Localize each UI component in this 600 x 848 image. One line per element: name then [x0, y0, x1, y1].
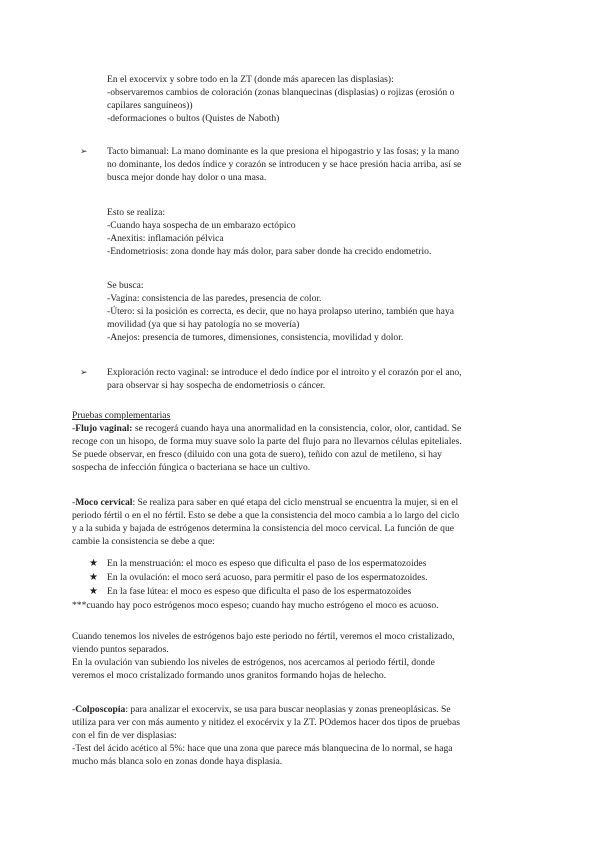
busca-item-3: movilidad (ya que si hay patología no se movería) [107, 319, 300, 330]
busca-item-4: -Anejos: presencia de tumores, dimensiones, consistencia, movilidad y dolor. [107, 332, 404, 343]
realiza-item-2: -Anexitis: inflamación pélvica [107, 233, 224, 244]
star-bullet-icon: ★ [89, 572, 98, 583]
moco-label: Moco cervical [75, 497, 133, 508]
exocervix-paragraph [107, 73, 537, 125]
tacto-line-2: no dominante, los dedos índice y corazón se introducen y se hace presión hacia arriba, así se [107, 159, 462, 170]
cristal-line-3: En la ovulación van subiendo los niveles de estrógenos, nos acercamos al periodo fértil, donde [72, 657, 435, 668]
colpo-dash: - [72, 704, 76, 715]
recto-line-2: para observar si hay sospecha de endometriosis o cáncer. [107, 380, 326, 391]
flujo-line-4: sospecha de infección fúngica o bacteriana se hace un cultivo. [72, 462, 311, 473]
moco-line-2: periodo fértil o en el no fértil. Esto se debe a que la consistencia del moco cambia a lo largo del ciclo [72, 510, 460, 521]
colpo-line-5: mucho más blanca solo en zonas donde haya displasia. [72, 756, 283, 767]
moco-note [72, 599, 538, 612]
cristal-line-1: Cuando tenemos los niveles de estrógenos bajo este periodo no fértil, veremos el moco cristalizado, [72, 631, 455, 642]
busca-list [107, 279, 537, 344]
moco-dash: - [72, 497, 76, 508]
busca-item-1: -Vagina: consistencia de las paredes, presencia de color. [107, 293, 322, 304]
cristalizacion-paragraph [72, 630, 538, 682]
colpo-line-4: -Test del ácido acético al 5%: hace que una zona que parece más blanquecina de lo normal, se haga [72, 743, 453, 754]
realiza-title: Esto se realiza: [107, 207, 166, 218]
flujo-dash: - [72, 423, 76, 434]
realiza-item-3: -Endometriosis: zona donde hay más dolor, para saber donde ha crecido endometrio. [107, 246, 432, 257]
flujo-label: Flujo vaginal: [75, 423, 133, 434]
flujo-line-2: recoge con un hisopo, de forma muy suave solo la parte del flujo para no llevarnos células epiteliales. [72, 436, 462, 447]
moco-line-1 [72, 496, 538, 509]
moco-line-3: y a la subida y bajada de estrógenos determina la consistencia del moco cervical. La función de que [72, 523, 455, 534]
exocervix-line-2: -observaremos cambios de coloración (zonas blanquecinas (displasias) o rojizas (erosión o [107, 87, 455, 98]
tacto-line-3: busca mejor donde hay dolor o una masa. [107, 172, 267, 183]
colposcopia-paragraph [72, 703, 538, 768]
moco-star-item-3: En la fase lútea: el moco es espeso que dificulta el paso de los espermatozoides [107, 586, 412, 597]
exocervix-line-1: En el exocervix y sobre todo en la ZT (donde más aparecen las displasias): [107, 74, 394, 85]
busca-title: Se busca: [107, 280, 144, 291]
cristal-line-2: viendo puntos separados. [72, 644, 169, 655]
star-bullet-icon: ★ [89, 586, 98, 597]
star-bullet-icon: ★ [89, 558, 98, 569]
recto-line-1: Exploración recto vaginal: se introduce el dedo índice por el introito y el corazón por el ano, [107, 367, 462, 378]
colpo-line-2: utiliza para ver con más aumento y nitidez el exocérvix y la ZT. POdemos hacer dos tipos de pruebas [72, 717, 460, 728]
flujo-line-3: Se puede observar, en fresco (diluido con una gota de suero), teñido con azul de metileno, si hay [72, 449, 442, 460]
colpo-text-1: : para analizar el exocervix, se usa para buscar neoplasias y zonas preneoplásicas. Se [125, 704, 451, 715]
flujo-text-1: se recogerá cuando haya una anormalidad en la consistencia, color, olor, cantidad. Se [132, 423, 462, 434]
flujo-line-1 [72, 422, 538, 435]
colpo-line-3: con el fin de ver displasias: [72, 730, 177, 741]
moco-star-item-2: En la ovulación: el moco será acuoso, para permitir el paso de los espermatozoides. [107, 572, 428, 583]
exocervix-line-4: -deformaciones o bultos (Quistes de Naboth) [107, 113, 280, 124]
arrow-bullet-icon: ➢ [80, 367, 88, 377]
recto-vaginal-paragraph [107, 366, 537, 392]
colpo-line-1 [72, 703, 538, 716]
moco-star-item-1: En la menstruación: el moco es espeso que dificulta el paso de los espermatozoides [107, 558, 427, 569]
exocervix-line-3: capilares sanguíneos)) [107, 100, 193, 111]
moco-text-1: : Se realiza para saber en qué etapa del ciclo menstrual se encuentra la mujer, si en el [132, 497, 459, 508]
busca-item-2: -Útero: si la posición es correcta, es decir, que no haya prolapso uterino, también que haya [107, 306, 455, 317]
realiza-item-1: -Cuando haya sospecha de un embarazo ectópico [107, 220, 296, 231]
tacto-bimanual-paragraph [107, 145, 537, 184]
arrow-bullet-icon: ➢ [80, 146, 88, 156]
colpo-label: Colposcopia [75, 704, 126, 715]
cristal-line-4: veremos el moco cristalizado formando unos granitos formando hojas de helecho. [72, 670, 387, 681]
moco-line-4: cambie la consistencia se debe a que: [72, 536, 215, 547]
moco-cervical-paragraph [72, 496, 538, 548]
realiza-list [107, 206, 537, 258]
moco-note-line: ***cuando hay poco estrógenos moco espeso; cuando hay mucho estrógeno el moco es acuoso. [72, 600, 439, 611]
section-heading: Pruebas complementarias [72, 410, 171, 421]
flujo-vaginal-paragraph [72, 409, 538, 474]
tacto-line-1: Tacto bimanual: La mano dominante es la que presiona el hipogastrio y las fosas; y la mano [107, 146, 460, 157]
